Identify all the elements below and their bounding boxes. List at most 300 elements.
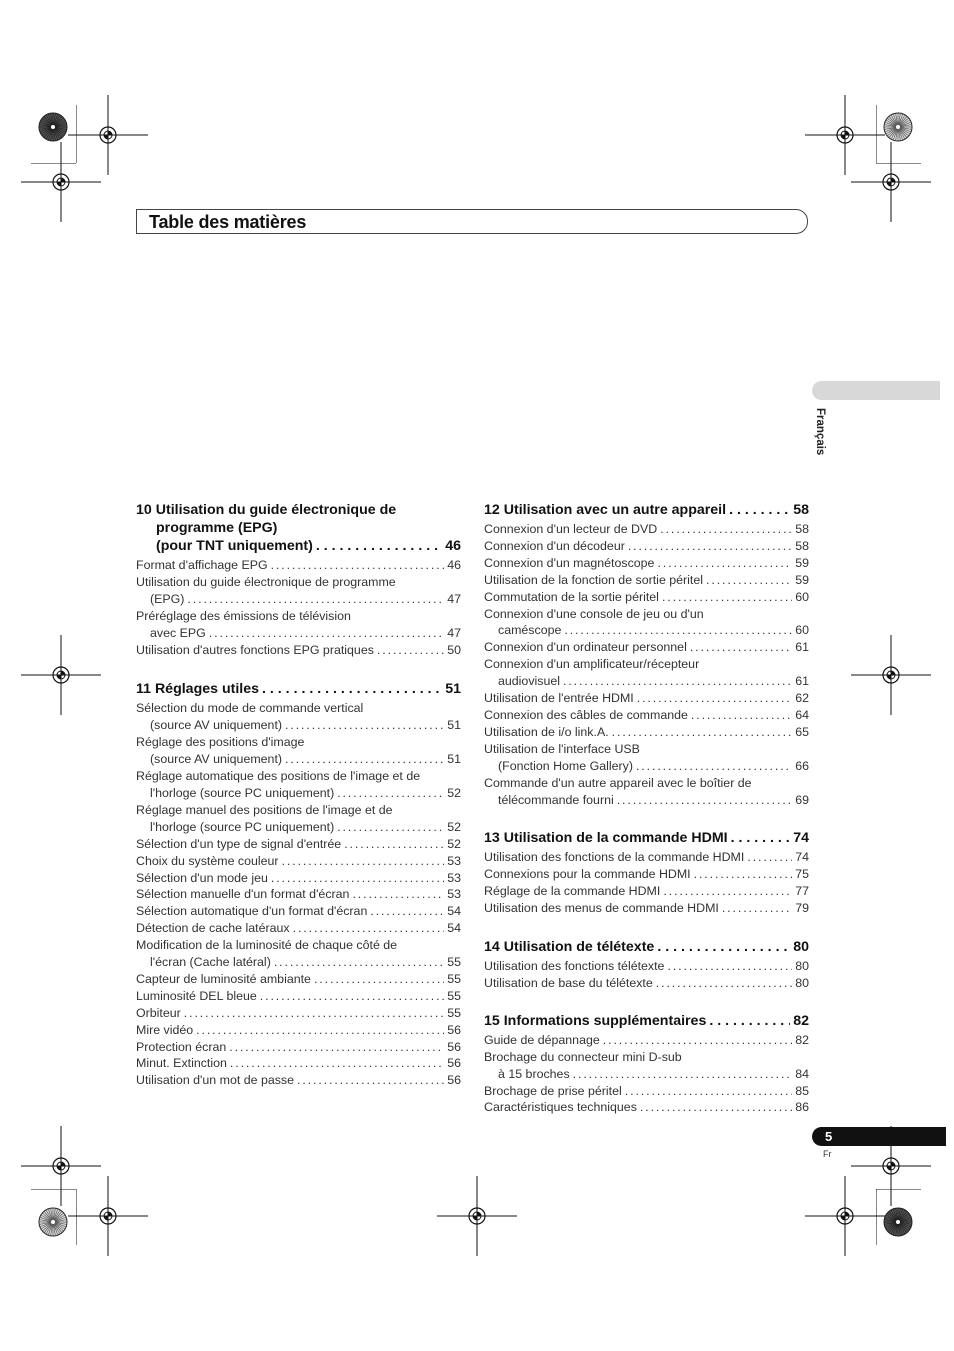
registration-crosshair-icon	[21, 635, 101, 715]
dot-leader	[663, 883, 792, 900]
toc-entry-line: Modification de la luminosité de chaque côté de	[136, 938, 398, 953]
registration-crosshair-icon	[851, 142, 931, 222]
toc-entry	[136, 870, 461, 887]
dot-leader	[636, 758, 792, 775]
dot-leader	[352, 886, 444, 903]
toc-entry-page: 82	[795, 1032, 809, 1047]
toc-entry-text: Mire vidéo	[136, 1022, 194, 1037]
dot-leader	[667, 958, 792, 975]
toc-entry-page: 52	[447, 819, 461, 834]
toc-entry-text: (Fonction Home Gallery)	[498, 758, 633, 773]
toc-entry-page: 60	[795, 589, 809, 604]
toc-entry-line: Connexion d'une console de jeu ou d'un	[484, 606, 704, 621]
toc-entry-page: 56	[447, 1073, 461, 1088]
toc-entry-page: 55	[447, 955, 461, 970]
section-heading-line	[484, 1012, 809, 1030]
toc-entry-page: 80	[795, 959, 809, 974]
toc-entry-page: 80	[795, 975, 809, 990]
toc-entry-text: Guide de dépannage	[484, 1032, 600, 1047]
toc-entry-row	[136, 642, 461, 659]
toc-entry	[484, 639, 809, 656]
toc-entry-row	[136, 591, 461, 608]
toc-entry	[136, 768, 461, 802]
toc-entry	[484, 572, 809, 589]
toc-section	[136, 501, 461, 658]
toc-entry-text: télécommande fourni	[498, 792, 614, 807]
toc-entry-row	[136, 1005, 461, 1022]
toc-entry-row	[484, 792, 809, 809]
toc-entry-text: Connexions pour la commande HDMI	[484, 867, 691, 882]
section-page-number: 51	[445, 681, 461, 698]
toc-entry	[136, 802, 461, 836]
section-heading	[484, 1012, 809, 1030]
dot-leader	[625, 1083, 792, 1100]
toc-entry	[136, 557, 461, 574]
toc-entry-text: l'horloge (source PC uniquement)	[150, 819, 335, 834]
toc-entry	[136, 1055, 461, 1072]
color-target-icon	[882, 1206, 914, 1238]
section-page-number: 58	[793, 502, 809, 518]
dot-leader	[370, 903, 444, 920]
toc-entry	[484, 707, 809, 724]
toc-entry-row	[136, 717, 461, 734]
dot-leader	[722, 900, 792, 917]
toc-entry-row	[484, 572, 809, 589]
dot-leader	[337, 785, 444, 802]
dot-leader	[271, 870, 444, 887]
toc-entry-text: Utilisation de i/o link.A.	[484, 724, 609, 739]
toc-entry-row	[136, 1055, 461, 1072]
toc-entry-page: 51	[447, 718, 461, 733]
toc-entry-page: 47	[447, 625, 461, 640]
toc-section	[484, 501, 809, 808]
toc-entry	[484, 555, 809, 572]
toc-entry	[484, 775, 809, 809]
toc-entry	[136, 853, 461, 870]
section-heading-line	[484, 938, 809, 956]
color-target-icon	[37, 1206, 69, 1238]
toc-entry	[484, 656, 809, 690]
toc-entry-text: à 15 broches	[498, 1066, 570, 1081]
crop-line	[31, 163, 77, 164]
toc-entry-row	[484, 1083, 809, 1100]
toc-entry-row	[484, 958, 809, 975]
registration-crosshair-icon	[437, 1176, 517, 1256]
dot-leader	[230, 1055, 444, 1072]
dot-leader	[729, 501, 790, 519]
dot-leader	[316, 537, 442, 555]
toc-entry	[136, 937, 461, 971]
toc-entry-text: Protection écran	[136, 1039, 227, 1054]
dot-leader	[628, 538, 792, 555]
toc-entry-page: 64	[795, 707, 809, 722]
toc-entry-row	[484, 622, 809, 639]
dot-leader	[637, 690, 792, 707]
toc-entry	[484, 690, 809, 707]
registration-crosshair-icon	[21, 142, 101, 222]
toc-entry-line: Commande d'un autre appareil avec le boîtier de	[484, 775, 752, 790]
toc-entry-text: Connexion d'un décodeur	[484, 538, 625, 553]
dot-leader	[603, 1032, 792, 1049]
section-heading-line	[136, 680, 461, 698]
toc-entry-text: (EPG)	[150, 591, 185, 606]
crop-line	[76, 1189, 77, 1246]
dot-leader	[262, 680, 442, 698]
toc-entry-text: audiovisuel	[498, 674, 560, 689]
toc-entry-page: 46	[447, 558, 461, 572]
color-target-icon	[37, 111, 69, 143]
dot-leader	[196, 1022, 444, 1039]
toc-entry-page: 60	[795, 623, 809, 638]
dot-leader	[285, 717, 444, 734]
toc-entry-row	[484, 521, 809, 538]
crop-line	[876, 105, 877, 164]
toc-entry	[136, 1072, 461, 1089]
toc-entry-row	[484, 849, 809, 866]
toc-entry-page: 77	[795, 884, 809, 899]
toc-entry-row	[136, 1022, 461, 1039]
toc-entry-line: Réglage automatique des positions de l'image et de	[136, 769, 421, 784]
dot-leader	[660, 521, 792, 538]
toc-entry-text: Capteur de luminosité ambiante	[136, 971, 311, 986]
toc-entry-row	[136, 557, 461, 574]
toc-entry-line: Préréglage des émissions de télévision	[136, 608, 351, 623]
toc-entry-row	[136, 1039, 461, 1056]
toc-entry-row	[484, 724, 809, 741]
toc-entry-page: 55	[447, 971, 461, 986]
toc-entry-page: 50	[447, 642, 461, 657]
toc-entry-row	[484, 975, 809, 992]
dot-leader	[617, 792, 792, 809]
toc-entry-row	[484, 639, 809, 656]
toc-entry-row	[136, 954, 461, 971]
toc-entry-line: Sélection du mode de commande vertical	[136, 701, 364, 716]
section-page-number: 74	[793, 830, 809, 847]
page-language-code: Fr	[823, 1149, 832, 1159]
page-title: Table des matières	[149, 212, 307, 232]
toc-entry-text: Réglage de la commande HDMI	[484, 884, 661, 899]
toc-entry-page: 58	[795, 538, 809, 553]
toc-entry-text: Orbiteur	[136, 1005, 181, 1020]
toc-entry-row	[136, 870, 461, 887]
toc-entry-page: 58	[795, 522, 809, 536]
toc-entry-text: Connexion d'un magnétoscope	[484, 555, 655, 570]
toc-entry	[484, 1099, 809, 1116]
toc-entry-text: Sélection manuelle d'un format d'écran	[136, 887, 350, 902]
toc-entry-page: 65	[795, 724, 809, 739]
dot-leader	[282, 853, 445, 870]
toc-entry-page: 75	[795, 867, 809, 882]
toc-entry	[136, 608, 461, 642]
header-bar	[136, 209, 808, 234]
toc-entry-page: 56	[447, 1039, 461, 1054]
toc-entry-row	[484, 555, 809, 572]
registration-crosshair-icon	[805, 1176, 885, 1256]
toc-entry	[136, 971, 461, 988]
dot-leader	[731, 829, 791, 847]
dot-leader	[657, 938, 790, 956]
dot-leader	[260, 988, 444, 1005]
toc-entry-page: 47	[447, 591, 461, 606]
section-heading-text: 11 Réglages utiles	[136, 681, 260, 698]
toc-entry-page: 53	[447, 887, 461, 902]
dot-leader	[184, 1005, 444, 1022]
toc-entry-row	[136, 988, 461, 1005]
crop-line	[876, 1189, 922, 1190]
toc-entry-page: 54	[447, 904, 461, 919]
toc-entry-row	[484, 673, 809, 690]
section-heading-text: (pour TNT uniquement)	[156, 538, 313, 554]
toc-entry-line: Réglage manuel des positions de l'image et de	[136, 802, 393, 817]
toc-entry-row	[136, 920, 461, 937]
dot-leader	[690, 639, 792, 656]
dot-leader	[344, 836, 444, 853]
section-heading	[136, 680, 461, 698]
toc-entry-page: 66	[795, 758, 809, 773]
toc-entry-text: l'horloge (source PC uniquement)	[150, 785, 335, 800]
toc-entry-row	[484, 900, 809, 917]
toc-entry-row	[484, 707, 809, 724]
toc-entry-page: 53	[447, 853, 461, 868]
toc-entry	[136, 903, 461, 920]
toc-entry-page: 86	[795, 1100, 809, 1115]
toc-entry	[136, 642, 461, 659]
dot-leader	[563, 673, 792, 690]
toc-entry	[484, 724, 809, 741]
toc-entry-row	[136, 1072, 461, 1089]
toc-section	[484, 938, 809, 992]
toc-entry-text: Utilisation des fonctions télétexte	[484, 959, 665, 974]
crop-line	[876, 163, 922, 164]
toc-entry-page: 52	[447, 785, 461, 800]
dot-leader	[640, 1099, 792, 1116]
toc-entry-row	[484, 758, 809, 775]
dot-leader	[285, 751, 444, 768]
section-items	[136, 557, 461, 658]
dot-leader	[187, 591, 444, 608]
toc-entry	[484, 741, 809, 775]
toc-entry	[484, 900, 809, 917]
toc-entry-page: 53	[447, 870, 461, 885]
color-target-icon	[882, 111, 914, 143]
toc-left-column	[136, 501, 461, 1106]
toc-entry-row	[484, 1066, 809, 1083]
toc-entry-page: 55	[447, 1005, 461, 1020]
dot-leader	[297, 1072, 444, 1089]
toc-entry	[484, 883, 809, 900]
dot-leader	[694, 866, 793, 883]
toc-entry-text: Utilisation d'un mot de passe	[136, 1073, 295, 1088]
toc-entry-page: 74	[795, 850, 809, 865]
toc-entry	[484, 521, 809, 538]
dot-leader	[691, 707, 792, 724]
toc-entry-text: Utilisation des fonctions de la commande HDMI	[484, 850, 745, 865]
section-heading	[136, 501, 461, 555]
section-heading-text: 13 Utilisation de la commande HDMI	[484, 830, 728, 847]
section-heading-text: 15 Informations supplémentaires	[484, 1012, 707, 1029]
toc-entry	[136, 734, 461, 768]
toc-entry	[484, 975, 809, 992]
toc-entry-page: 59	[795, 572, 809, 587]
toc-entry-row	[136, 903, 461, 920]
toc-entry	[136, 574, 461, 608]
toc-entry	[484, 606, 809, 640]
toc-entry-text: Minut. Extinction	[136, 1056, 227, 1071]
toc-entry-page: 69	[795, 792, 809, 807]
toc-entry-line: Réglage des positions d'image	[136, 735, 305, 750]
section-page-number: 80	[793, 939, 809, 956]
toc-entry-row	[136, 971, 461, 988]
toc-entry-text: Détection de cache latéraux	[136, 921, 290, 936]
toc-entry-text: Connexion des câbles de commande	[484, 707, 688, 722]
section-items	[136, 700, 461, 1089]
section-heading-line: programme (EPG)	[156, 520, 278, 536]
toc-section	[136, 680, 461, 1089]
dot-leader	[709, 1012, 790, 1030]
toc-entry-line: Utilisation de l'interface USB	[484, 741, 640, 756]
toc-entry-page: 61	[795, 674, 809, 689]
toc-entry-text: Sélection d'un mode jeu	[136, 870, 268, 885]
toc-entry	[136, 988, 461, 1005]
section-heading	[484, 938, 809, 956]
section-heading	[484, 829, 809, 847]
toc-entry-page: 54	[447, 921, 461, 936]
toc-entry-page: 51	[447, 752, 461, 767]
toc-entry-text: Connexion d'un lecteur de DVD	[484, 522, 658, 536]
toc-entry	[484, 589, 809, 606]
toc-entry-text: (source AV uniquement)	[150, 752, 283, 767]
section-heading-line	[484, 829, 809, 847]
toc-entry-text: l'écran (Cache latéral)	[150, 955, 271, 970]
toc-entry	[136, 1022, 461, 1039]
toc-entry-text: Luminosité DEL bleue	[136, 988, 257, 1003]
toc-right-column	[484, 501, 809, 1133]
toc-entry-text: (source AV uniquement)	[150, 718, 283, 733]
toc-entry	[484, 1032, 809, 1049]
toc-entry-page: 52	[447, 836, 461, 851]
dot-leader	[271, 557, 445, 574]
toc-entry-text: Brochage de prise péritel	[484, 1083, 622, 1098]
toc-entry-row	[136, 785, 461, 802]
toc-entry-line: Brochage du connecteur mini D-sub	[484, 1049, 682, 1064]
toc-entry	[136, 886, 461, 903]
section-heading-line	[136, 537, 461, 555]
toc-entry-row	[484, 690, 809, 707]
toc-entry	[484, 1083, 809, 1100]
toc-entry	[484, 866, 809, 883]
toc-section	[484, 1012, 809, 1117]
toc-entry	[484, 849, 809, 866]
toc-entry-text: Format d'affichage EPG	[136, 558, 268, 572]
dot-leader	[573, 1066, 793, 1083]
toc-entry	[136, 920, 461, 937]
language-label: Français	[814, 408, 826, 456]
section-items	[484, 958, 809, 992]
toc-entry-text: Utilisation de la fonction de sortie péritel	[484, 572, 704, 587]
toc-section	[484, 829, 809, 917]
toc-entry-text: Choix du système couleur	[136, 853, 279, 868]
dot-leader	[657, 555, 792, 572]
toc-entry-page: 62	[795, 691, 809, 706]
toc-entry	[484, 538, 809, 555]
dot-leader	[229, 1039, 444, 1056]
section-heading-line	[484, 501, 809, 519]
toc-entry-text: Commutation de la sortie péritel	[484, 589, 659, 604]
registration-crosshair-icon	[68, 1176, 148, 1256]
registration-crosshair-icon	[851, 635, 931, 715]
toc-entry	[136, 836, 461, 853]
toc-entry	[484, 958, 809, 975]
toc-entry	[136, 1005, 461, 1022]
toc-entry-text: avec EPG	[150, 625, 206, 640]
section-page-number: 46	[445, 538, 461, 554]
toc-entry-row	[484, 1032, 809, 1049]
section-page-number: 82	[793, 1012, 809, 1029]
dot-leader	[612, 724, 793, 741]
dot-leader	[564, 622, 792, 639]
section-heading-text: 12 Utilisation avec un autre appareil	[484, 502, 727, 518]
dot-leader	[274, 954, 444, 971]
toc-entry-text: Utilisation des menus de commande HDMI	[484, 901, 719, 916]
toc-entry-text: Caractéristiques techniques	[484, 1100, 637, 1115]
toc-entry-row	[136, 625, 461, 642]
toc-entry-page: 84	[795, 1066, 809, 1081]
toc-entry-page: 55	[447, 988, 461, 1003]
toc-entry-row	[136, 836, 461, 853]
dot-leader	[337, 819, 444, 836]
crop-line	[876, 1189, 877, 1246]
toc-entry-line: Utilisation du guide électronique de programme	[136, 574, 396, 589]
toc-entry-row	[136, 751, 461, 768]
toc-entry-text: Connexion d'un ordinateur personnel	[484, 640, 687, 655]
toc-entry-row	[136, 853, 461, 870]
toc-entry	[136, 1039, 461, 1056]
dot-leader	[293, 920, 445, 937]
toc-entry-text: Sélection automatique d'un format d'écran	[136, 904, 368, 919]
section-heading-line: 10 Utilisation du guide électronique de	[136, 502, 397, 518]
toc-entry-row	[484, 538, 809, 555]
section-items	[484, 849, 809, 917]
section-items	[484, 1032, 809, 1117]
toc-entry-text: Sélection d'un type de signal d'entrée	[136, 836, 342, 851]
language-tab	[812, 381, 940, 400]
dot-leader	[377, 642, 444, 659]
toc-entry-text: Utilisation d'autres fonctions EPG pratiques	[136, 642, 374, 657]
crop-line	[76, 105, 77, 164]
dot-leader	[706, 572, 792, 589]
dot-leader	[747, 849, 792, 866]
toc-entry-page: 79	[795, 901, 809, 916]
toc-entry-text: caméscope	[498, 623, 562, 638]
toc-entry-text: Utilisation de l'entrée HDMI	[484, 691, 634, 706]
toc-entry-line: Connexion d'un amplificateur/récepteur	[484, 657, 700, 672]
toc-entry	[136, 700, 461, 734]
toc-entry-row	[484, 1099, 809, 1116]
section-items	[484, 521, 809, 808]
toc-entry-row	[484, 866, 809, 883]
crop-line	[31, 1189, 77, 1190]
toc-entry-row	[136, 819, 461, 836]
toc-entry-page: 59	[795, 555, 809, 570]
toc-entry-page: 61	[795, 640, 809, 655]
toc-entry-row	[484, 589, 809, 606]
toc-entry-text: Utilisation de base du télétexte	[484, 975, 653, 990]
dot-leader	[656, 975, 792, 992]
dot-leader	[314, 971, 444, 988]
toc-entry-page: 85	[795, 1083, 809, 1098]
section-heading	[484, 501, 809, 519]
toc-entry	[484, 1049, 809, 1083]
